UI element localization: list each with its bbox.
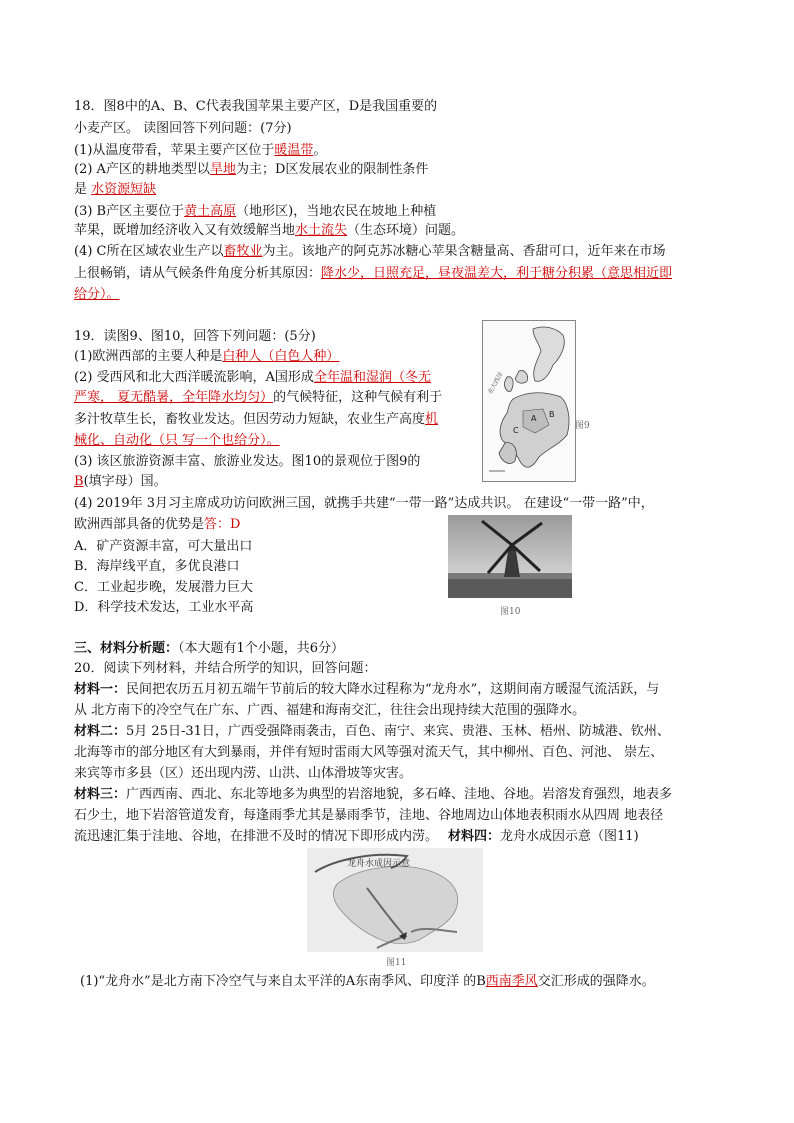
q19-q2-tail: 的气候特征，这种气候有利于 — [273, 390, 443, 405]
material-3-line-3 — [74, 828, 639, 846]
q18-line-6 — [74, 203, 436, 221]
figure-9-europe-map — [482, 320, 576, 482]
q19-line-4 — [74, 389, 442, 407]
q19-q1-text: (1)欧洲西部的主要人种是 — [74, 349, 223, 364]
q18-q1-answer: 暖温带 — [274, 143, 314, 158]
q18-q2-answer-d: 水资源短缺 — [91, 182, 157, 197]
figure-11-caption: 图11 — [386, 958, 407, 968]
material-2-line-1 — [74, 723, 670, 741]
q19-line-3 — [74, 369, 431, 387]
figure-11-dragon-boat-water-map — [307, 848, 483, 952]
section-3-title-tail: （本大题有1个小题，共6分） — [178, 641, 345, 656]
q19-line-9: (4) 2019年 3月习主席成功访问欧洲三国，就携手共建“一带一路”达成共识。 在建设“一带一路”中， — [74, 496, 654, 511]
q19-q2-answer-agri: 机 — [425, 412, 439, 427]
q19-q2-text: (2) 受西风和北大西洋暖流影响，A国形成 — [74, 370, 314, 385]
section-3-heading — [74, 640, 344, 658]
q18-line-3 — [74, 142, 326, 160]
q19-q2-answer-climate: 全年温和湿润（冬无 — [313, 370, 431, 385]
q19-line-8 — [74, 473, 167, 491]
material-1-line-1 — [74, 681, 659, 699]
q18-q4-answer-reason: 降水少，日照充足，昼夜温差大，利于糖分积累（意思相近即 — [321, 266, 673, 281]
q20-q1-line — [80, 973, 655, 991]
q19-line-2 — [74, 348, 339, 366]
q18-q3-answer-eco: 水土流失 — [295, 223, 348, 238]
q19-q4-answer: 答：D — [204, 517, 241, 532]
q18-q2-answer-a: 旱地 — [209, 162, 236, 177]
q18-line-2: 小麦产区。 读图回答下列问题：(7分) — [74, 121, 292, 136]
section-3-title: 三、材料分析题： — [74, 641, 179, 656]
svg-text:C: C — [513, 426, 519, 435]
q19-line-1: 19．读图9、图10，回答下列问题：(5分) — [74, 329, 316, 344]
q18-q4-answer-agri: 畜牧业 — [223, 244, 263, 259]
q19-option-c: C．工业起步晚，发展潜力巨大 — [74, 580, 253, 595]
q18-q4-text-2: 上很畅销，请从气候条件角度分析其原因： — [74, 266, 322, 281]
q18-q3-tail: （地形区)，当地农民在坡地上种植 — [236, 204, 437, 219]
q19-line-7: (3) 该区旅游资源丰富、旅游业发达。图10的景观位于图9的 — [74, 454, 421, 469]
svg-text:A: A — [531, 414, 537, 423]
windmill-icon — [448, 515, 572, 598]
q18-q3-answer-landform: 黄土高原 — [184, 204, 237, 219]
q18-q3-text: (3) B产区主要位于 — [74, 204, 185, 219]
material-1-line-2: 从 北方南下的冷空气在广东、广西、福建和海南交汇，往往会出现持续大范围的强降水。 — [74, 703, 586, 718]
q19-q2-answer-climate-2: 严寒， 夏无酷暑，全年降水均匀） — [74, 390, 274, 405]
q19-line-6 — [74, 432, 280, 450]
q18-line-9 — [74, 265, 672, 283]
q19-q4-text: 欧洲西部具备的优势是 — [74, 517, 205, 532]
q18-q1-text: (1)从温度带看，苹果主要产区位于 — [74, 143, 275, 158]
svg-text:北大西洋: 北大西洋 — [486, 371, 505, 396]
q18-line-8 — [74, 243, 666, 261]
q18-q4-tail: 为主。该地产的阿克苏冰糖心苹果含糖量高、香甜可口，近年来在市场 — [262, 244, 666, 259]
q20-intro: 20．阅读下列材料，并结合所学的知识，回答问题： — [74, 661, 377, 676]
q20-q1-text: (1)“龙舟水”是北方南下冷空气与来自太平洋的A东南季风、印度洋 的B — [80, 974, 486, 989]
q19-q3-answer: B — [74, 474, 84, 489]
figure-9-caption: 图9 — [575, 421, 590, 431]
q19-q2-answer-agri-2: 械化、自动化（只 写一个也给分）。 — [74, 433, 280, 448]
q19-q2-text-2: 多汁牧草生长，畜牧业发达。但因劳动力短缺，农业生产高度 — [74, 412, 426, 427]
material-3-line-2: 石少土，地下岩溶管道发育，每逢雨季尤其是暴雨季节，洼地、谷地周边山体地表积雨水从四周 地表径 — [74, 808, 664, 823]
material-4-text: 龙舟水成因示意（图11) — [500, 829, 639, 844]
q19-q1-answer: 白种人（白色人种） — [222, 349, 340, 364]
q19-line-10 — [74, 516, 240, 534]
q19-option-b: B．海岸线平直，多优良港口 — [74, 559, 240, 574]
material-3-text-1: 广西西南、西北、东北等地多为典型的岩溶地貌，多石峰、洼地、谷地。岩溶发育强烈，地表多 — [126, 787, 673, 802]
q18-line-7 — [74, 222, 464, 240]
q18-q4-answer-reason-2: 给分）。 — [74, 287, 120, 302]
q18-line-5 — [74, 181, 156, 199]
material-2-label: 材料二： — [74, 724, 127, 739]
svg-text:B: B — [549, 410, 555, 419]
figure-10-windmill-photo — [448, 515, 572, 598]
q18-q2-tail: 为主；D区发展农业的限制性条件 — [235, 162, 429, 177]
material-1-label: 材料一： — [74, 682, 127, 697]
q19-line-5 — [74, 411, 438, 429]
q18-q3-text-2: 苹果，既增加经济收入又有效缓解当地 — [74, 223, 296, 238]
q19-option-d: D．科学技术发达，工业水平高 — [74, 600, 254, 615]
q19-q3-tail: (填字母）国。 — [83, 474, 167, 489]
q18-q3-tail-2: （生态环境）问题。 — [347, 223, 465, 238]
q18-q1-tail: 。 — [313, 143, 327, 158]
q19-option-a: A．矿产资源丰富，可大量出口 — [74, 539, 253, 554]
material-4-label: 材料四： — [448, 829, 501, 844]
material-3-line-1 — [74, 786, 672, 804]
material-3-label: 材料三： — [74, 787, 127, 802]
q18-q4-text: (4) C所在区域农业生产以 — [74, 244, 224, 259]
europe-map-icon — [483, 321, 575, 481]
figure-10-caption: 图10 — [500, 607, 521, 617]
q18-line-1: 18．图8中的A、B、C代表我国苹果主要产区，D是我国重要的 — [74, 99, 438, 114]
figure-11-title: 龙舟水成因示意 — [347, 859, 411, 869]
material-3-text-3: 流迅速汇集于洼地、谷地，在排泄不及时的情况下即形成内涝。 — [74, 829, 439, 844]
q20-q1-answer: 西南季风 — [485, 974, 538, 989]
material-2-line-2: 北海等市的部分地区有大到暴雨，并伴有短时雷雨大风等强对流天气，其中柳州、百色、河池、 崇左、 — [74, 745, 664, 760]
q18-q2-text: (2) A产区的耕地类型以 — [74, 162, 210, 177]
material-1-text-1: 民间把农历五月初五端午节前后的较大降水过程称为“龙舟水”，这期间南方暖湿气流活跃，与 — [126, 682, 660, 697]
material-2-text-1: 5月 25日-31日，广西受强降雨袭击，百色、南宁、来宾、贵港、玉林、梧州、防城港、钦州、 — [126, 724, 670, 739]
q18-line-10 — [74, 286, 120, 304]
dragon-boat-map-icon — [307, 848, 483, 952]
q20-q1-tail: 交汇形成的强降水。 — [537, 974, 655, 989]
q18-q2-text-2: 是 — [74, 182, 92, 197]
material-2-line-3: 来宾等市多县（区）还出现内涝、山洪、山体滑坡等灾害。 — [74, 766, 413, 781]
q18-line-4 — [74, 161, 428, 179]
